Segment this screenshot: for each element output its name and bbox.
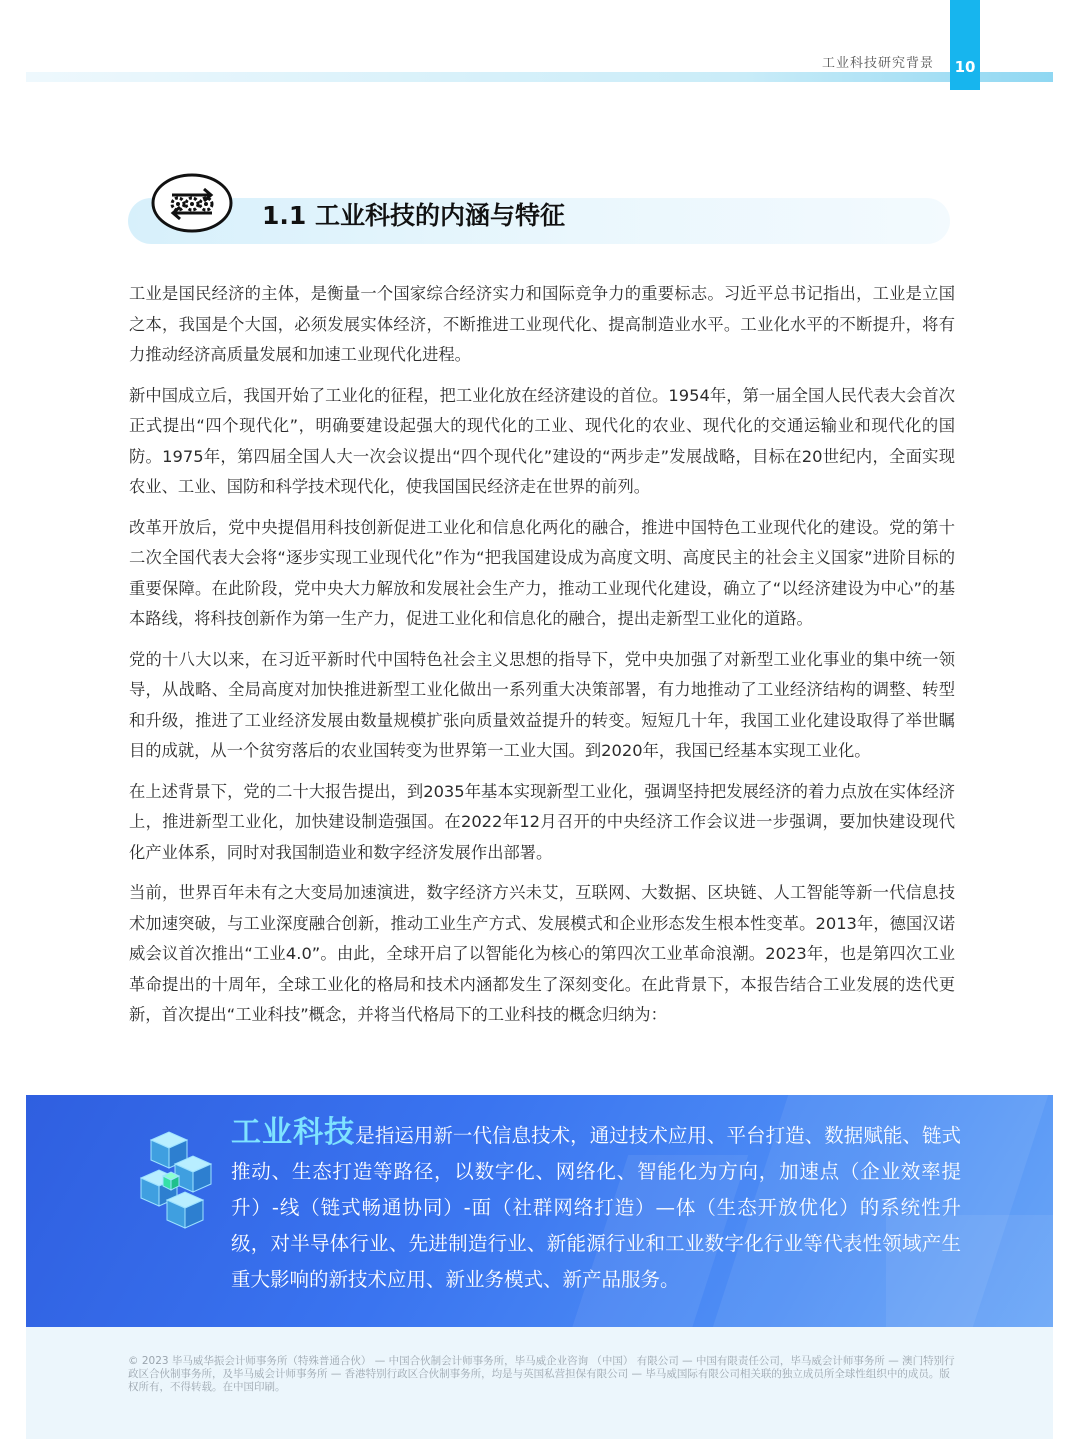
page-number: 10 — [954, 58, 976, 76]
cube-cluster-icon — [111, 1120, 251, 1250]
definition-term: 工业科技 — [231, 1115, 356, 1150]
gears-cycle-icon — [148, 167, 236, 237]
header-section-label: 工业科技研究背景 — [822, 56, 935, 71]
header-stripe — [26, 72, 1053, 82]
page-number-tab — [950, 0, 980, 90]
paragraph: 当前，世界百年未有之大变局加速演进，数字经济方兴未艾，互联网、大数据、区块链、人工智能等新一代信息技术加速突破，与工业深度融合创新，推动工业生产方式、发展模式和企业形态发生根本性变革。2013年，德国汉诺威会议首次推出“工业4.0”。由此，全球开启了以智能化为核心的第四次工业革命浪潮。2023年，也是第四次工业革命提出的十周年，全球工业化的格局和技术内涵都发生了深刻变化。在此背景下，本报告结合工业发展的迭代更新，首次提出“工业科技”概念，并将当代格局下的工业科技的概念归纳为： — [129, 883, 955, 1024]
footer-legal-text: © 2023 毕马威华振会计师事务所（特殊普通合伙） — 中国合伙制会计师事务所，毕马威企业咨询 （中国） 有限公司 — 中国有限责任公司，毕马威会计师事务所 — 澳门特别行政区合伙制事务所，及毕马威会计师事务所 — 香港特别行政区合伙制事务所，均是与英国私营担保有限公司 — 毕马威国际有限公司相关联的独立成员所全球性组织中的成员。版权所有，不得转载。在中国印刷。 — [128, 1355, 955, 1393]
paragraph: 在上述背景下，党的二十大报告提出，到2035年基本实现新型工业化，强调坚持把发展经济的着力点放在实体经济上，推进新型工业化，加快建设制造强国。在2022年12月召开的中央经济工作会议进一步强调，要加快建设现代化产业体系，同时对我国制造业和数字经济发展作出部署。 — [129, 781, 955, 862]
definition-highlight-box — [26, 1095, 1053, 1327]
definition-body: 是指运用新一代信息技术，通过技术应用、平台打造、数据赋能、链式推动、生态打造等路径，以数字化、网络化、智能化为方向，加速点（企业效率提升）-线（链式畅通协同）-面（社群网络打造）—体（生态开放优化）的系统性升级，对半导体行业、先进制造行业、新能源行业和工业数字化行业等代表性领域产生重大影响的新技术应用、新业务模式、新产品服务。 — [231, 1124, 961, 1291]
section-title: 1.1 工业科技的内涵与特征 — [262, 201, 565, 230]
body-text — [129, 279, 955, 1041]
paragraph: 工业是国民经济的主体，是衡量一个国家综合经济实力和国际竞争力的重要标志。习近平总书记指出，工业是立国之本，我国是个大国，必须发展实体经济，不断推进工业现代化、提高制造业水平。工业化水平的不断提升，将有力推动经济高质量发展和加速工业现代化进程。 — [129, 284, 955, 364]
paragraph: 新中国成立后，我国开始了工业化的征程，把工业化放在经济建设的首位。1954年，第一届全国人民代表大会首次正式提出“四个现代化”，明确要建设起强大的现代化的工业、现代化的农业、现代化的交通运输业和现代化的国防。1975年，第四届全国人大一次会议提出“四个现代化”建设的“两步走”发展战略，目标在20世纪内，全面实现农业、工业、国防和科学技术现代化，使我国国民经济走在世界的前列。 — [129, 385, 955, 496]
definition-text — [231, 1115, 961, 1298]
paragraph: 改革开放后，党中央提倡用科技创新促进工业化和信息化两化的融合，推进中国特色工业现代化的建设。党的第十二次全国代表大会将“逐步实现工业现代化”作为“把我国建设成为高度文明、高度民主的社会主义国家”进阶目标的重要保障。在此阶段，党中央大力解放和发展社会生产力，推动工业现代化建设，确立了“以经济建设为中心”的基本路线，将科技创新作为第一生产力，促进工业化和信息化的融合，提出走新型工业化的道路。 — [129, 517, 955, 628]
paragraph: 党的十八大以来，在习近平新时代中国特色社会主义思想的指导下，党中央加强了对新型工业化事业的集中统一领导，从战略、全局高度对加快推进新型工业化做出一系列重大决策部署，有力地推动了工业经济结构的调整、转型和升级，推进了工业经济发展由数量规模扩张向质量效益提升的转变。短短几十年，我国工业化建设取得了举世瞩目的成就，从一个贫穷落后的农业国转变为世界第一工业大国。到2020年，我国已经基本实现工业化。 — [129, 649, 955, 760]
